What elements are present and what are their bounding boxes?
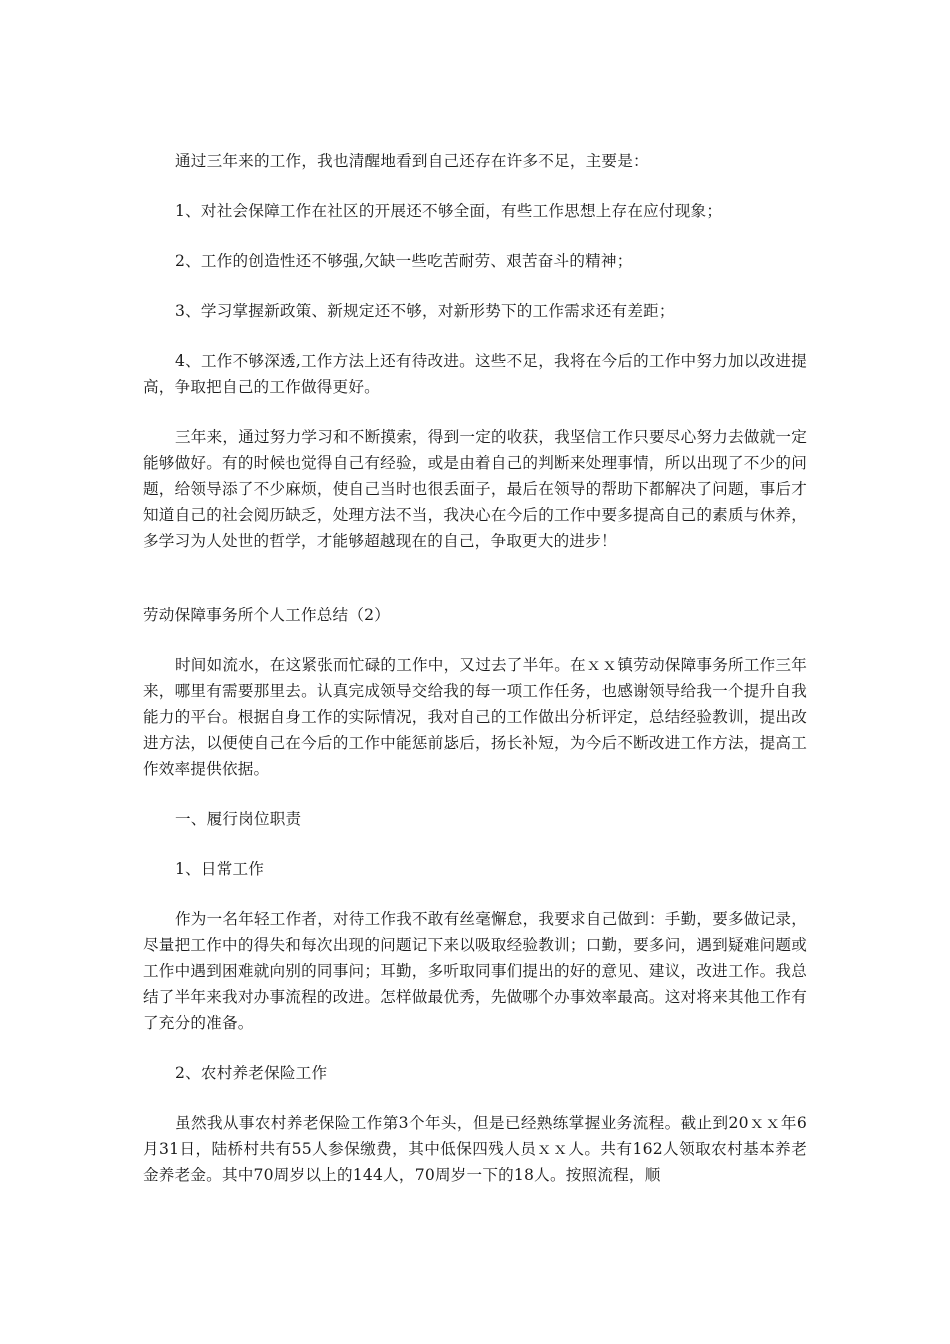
paragraph: 时间如流水，在这紧张而忙碌的工作中，又过去了半年。在ｘｘ镇劳动保障事务所工作三年来，哪里有需要那里去。认真完成领导交给我的每一项工作任务，也感谢领导给我一个提升自我能力的平台。根据自身工作的实际情况，我对自己的工作做出分析评定，总结经验教训，提出改进方法，以便使自己在今后的工作中能惩前毖后，扬长补短，为今后不断改进工作方法，提高工作效率提供依据。 [143, 656, 807, 778]
paragraph: 三年来，通过努力学习和不断摸索，得到一定的收获，我坚信工作只要尽心努力去做就一定能够做好。有的时候也觉得自己有经验，或是由着自己的判断来处理事情，所以出现了不少的问题，给领导添了不少麻烦，使自己当时也很丢面子，最后在领导的帮助下都解决了问题，事后才知道自己的社会阅历缺乏，处理方法不当，我决心在今后的工作中要多提高自己的素质与休养，多学习为人处世的哲学，才能够超越现在的自己，争取更大的进步！ [143, 428, 807, 550]
section-title: 劳动保障事务所个人工作总结（2） [143, 606, 391, 624]
heading: 一、履行岗位职责 [175, 810, 302, 828]
paragraph: 作为一名年轻工作者，对待工作我不敢有丝毫懈怠，我要求自己做到：手勤，要多做记录，尽量把工作中的得失和每次出现的问题记下来以吸取经验教训；口勤，要多问，遇到疑难问题或工作中遇到困难就向别的同事问；耳勤，多听取同事们提出的好的意见、建议，改进工作。我总结了半年来我对办事流程的改进。怎样做最优秀，先做哪个办事效率最高。这对将来其他工作有了充分的准备。 [143, 910, 807, 1032]
section-spacer [143, 554, 807, 602]
subheading: 2、农村养老保险工作 [175, 1064, 328, 1082]
paragraph: 虽然我从事农村养老保险工作第3个年头，但是已经熟练掌握业务流程。截止到20ｘｘ年6月31日，陆桥村共有55人参保缴费，其中低保四残人员ｘｘ人。共有162人领取农村基本养老金养老金。其中70周岁以上的144人，70周岁一下的18人。按照流程，顺 [143, 1114, 807, 1184]
list-item: 4、工作不够深透,工作方法上还有待改进。这些不足，我将在今后的工作中努力加以改进提高，争取把自己的工作做得更好。 [143, 352, 807, 396]
paragraph: 通过三年来的工作，我也清醒地看到自己还存在许多不足，主要是： [175, 152, 649, 170]
subheading: 1、日常工作 [175, 860, 265, 878]
list-item: 2、工作的创造性还不够强,欠缺一些吃苦耐劳、艰苦奋斗的精神； [175, 252, 633, 270]
list-item: 1、对社会保障工作在社区的开展还不够全面，有些工作思想上存在应付现象； [175, 202, 723, 220]
list-item: 3、学习掌握新政策、新规定还不够，对新形势下的工作需求还有差距； [175, 302, 675, 320]
